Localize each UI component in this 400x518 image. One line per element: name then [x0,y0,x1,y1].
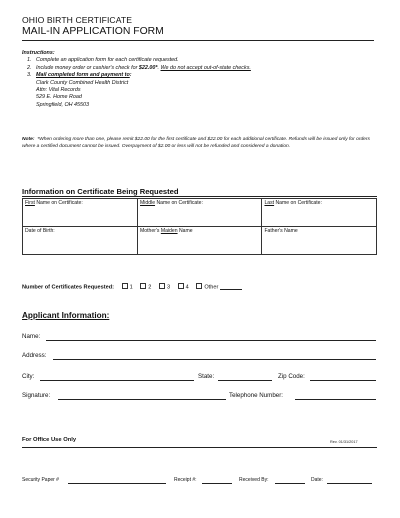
checkbox-3[interactable] [159,283,165,289]
address-line: Clark County Combined Health District [36,79,129,86]
certificate-info-title: Information on Certificate Being Requested [22,187,179,196]
date-of-birth-field[interactable] [23,227,138,255]
address-label: Address: [22,352,47,359]
address-input-line[interactable] [53,359,376,360]
security-paper-label: Security Paper # [22,477,59,483]
checkbox-other[interactable] [196,283,202,289]
telephone-label: Telephone Number: [229,392,284,399]
instructions-block [22,50,372,109]
mother-label-pre: Mother's [140,228,161,234]
checkbox-1-label: 1 [129,284,133,291]
middle-name-label: Name on Certificate: [155,200,203,206]
payment-note [22,137,374,150]
middle-name-label-emph: Middle [140,200,156,206]
header-divider [22,40,374,41]
name-input-line[interactable] [46,340,376,341]
receipt-label: Receipt #: [174,477,197,483]
note-label: Note: [22,137,35,142]
office-use-title: For Office Use Only [22,437,77,443]
address-line: Springfield, OH 45503 [36,101,90,108]
revision-date: Rev. 01/31/2017 [330,440,358,444]
state-input-line[interactable] [218,380,272,381]
checkbox-1[interactable] [122,283,128,289]
received-by-label: Received By: [239,477,269,483]
telephone-input-line[interactable] [295,399,376,400]
father-name-field[interactable] [262,227,377,255]
first-name-label-emph: First [25,200,35,206]
checkbox-4[interactable] [178,283,184,289]
zip-code-input-line[interactable] [310,380,376,381]
checkbox-3-label: 3 [166,284,171,291]
date-label: Date: [311,477,323,483]
receipt-input-line[interactable] [202,483,232,484]
instruction-colon-3: : [129,72,132,79]
mother-label-emph: Maiden [160,228,178,234]
instruction-text-2: Include money order or cashier's check for [36,64,139,71]
middle-name-field[interactable] [138,199,262,227]
instruction-text-3: Mail completed form and payment to [36,72,130,79]
name-label: Name: [22,333,41,340]
first-name-field[interactable] [23,199,138,227]
office-use-divider [22,447,377,448]
address-line: 529 E. Home Road [36,94,82,101]
last-name-label-emph: Last [264,200,275,206]
security-paper-input-line[interactable] [68,483,166,484]
instruction-num-1: 1. [27,57,32,64]
mother-maiden-name-field[interactable] [138,227,262,255]
instruction-text-1: Complete an application form for each certificate requested. [36,57,179,64]
date-of-birth-label: Date of Birth: [25,228,55,234]
certificate-count-label: Number of Certificates Requested: [22,284,115,291]
certificate-info-table [22,198,377,255]
instructions-label: Instructions: [22,50,55,56]
mailing-address [22,80,372,110]
state-label: State: [198,373,215,380]
out-of-state-check-note: We do not accept out-of-state checks. [160,64,251,71]
zip-code-label: Zip Code: [278,373,305,380]
city-input-line[interactable] [40,380,194,381]
father-name-label: Father's Name [264,228,298,234]
note-text: *When ordering more than one, please remit $22.00 for the first certificate and $22.00 for each additional certificate. Refunds will be issued only for orders where a certified document cannot be issued. Overpayment of $2.00 or less will not be refunded and considered a donation. [22,137,370,149]
fee-amount: $22.00* [138,64,158,71]
checkbox-other-label: Other [204,284,219,291]
mother-label-post: Name [177,228,193,234]
form-agency-title: OHIO BIRTH CERTIFICATE [22,15,133,25]
certificate-count-row [22,283,242,291]
signature-label: Signature: [22,392,51,399]
signature-input-line[interactable] [58,399,226,400]
instruction-num-3: 3. [27,72,32,79]
other-count-blank[interactable] [220,284,242,290]
checkbox-2-label: 2 [148,284,152,291]
first-name-label: Name on Certificate: [34,200,83,206]
address-line: Attn: Vital Records [36,87,81,94]
date-input-line[interactable] [327,483,372,484]
instruction-item-2 [22,65,372,72]
last-name-field[interactable] [262,199,377,227]
checkbox-4-label: 4 [185,284,189,291]
certificate-info-divider [22,196,377,197]
instruction-punct-2: . [157,64,161,71]
checkbox-2[interactable] [140,283,146,289]
instruction-item-3 [22,72,372,79]
received-by-input-line[interactable] [275,483,305,484]
last-name-label: Name on Certificate: [274,200,322,206]
form-title: MAIL-IN APPLICATION FORM [22,26,164,37]
city-label: City: [22,373,35,380]
instruction-num-2: 2. [27,64,32,71]
instruction-item-1 [22,57,372,64]
applicant-info-title: Applicant Information: [22,311,110,320]
